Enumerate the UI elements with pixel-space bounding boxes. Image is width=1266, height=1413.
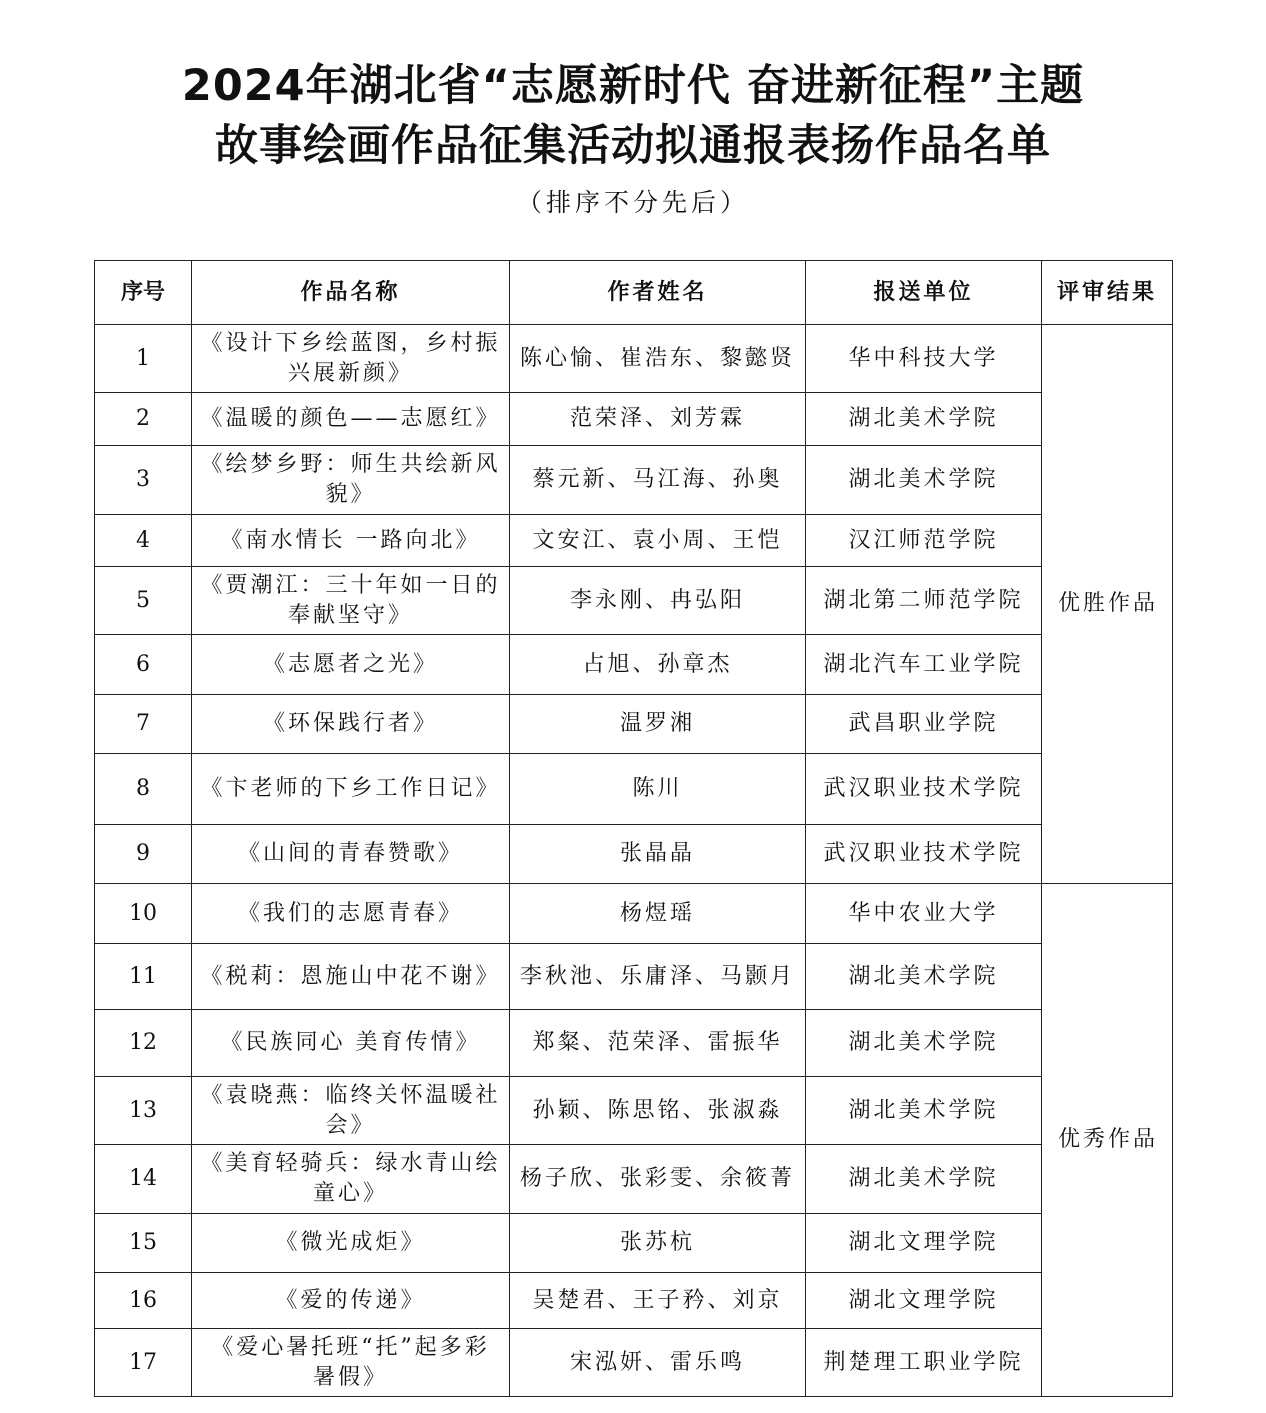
header-result: 评审结果 (1042, 261, 1173, 325)
cell-title: 《我们的志愿青春》 (192, 884, 510, 944)
document-title-line1: 2024年湖北省“志愿新时代 奋进新征程”主题 (181, 61, 1085, 111)
cell-title: 《微光成炬》 (192, 1214, 510, 1273)
cell-unit: 荆楚理工职业学院 (806, 1329, 1042, 1397)
cell-no: 11 (95, 944, 192, 1010)
cell-no: 5 (95, 567, 192, 635)
cell-authors: 陈心愉、崔浩东、黎懿贤 (510, 325, 806, 393)
cell-authors: 孙颖、陈思铭、张淑淼 (510, 1077, 806, 1145)
cell-authors: 杨子欣、张彩雯、余筱菁 (510, 1145, 806, 1214)
cell-no: 13 (95, 1077, 192, 1145)
cell-title: 《卞老师的下乡工作日记》 (192, 754, 510, 825)
cell-authors: 张晶晶 (510, 825, 806, 884)
cell-no: 15 (95, 1214, 192, 1273)
cell-no: 7 (95, 695, 192, 754)
cell-title: 《南水情长 一路向北》 (192, 515, 510, 567)
cell-authors: 占旭、孙章杰 (510, 635, 806, 695)
cell-authors: 郑粲、范荣泽、雷振华 (510, 1010, 806, 1077)
cell-unit: 武昌职业学院 (806, 695, 1042, 754)
table-row (95, 1145, 1173, 1214)
cell-no: 1 (95, 325, 192, 393)
cell-title: 《贾潮江：三十年如一日的奉献坚守》 (192, 567, 510, 635)
cell-unit: 湖北第二师范学院 (806, 567, 1042, 635)
cell-authors: 文安江、袁小周、王恺 (510, 515, 806, 567)
cell-no: 17 (95, 1329, 192, 1397)
cell-authors: 杨煜瑶 (510, 884, 806, 944)
cell-unit: 武汉职业技术学院 (806, 754, 1042, 825)
cell-authors: 张苏杭 (510, 1214, 806, 1273)
table-row (95, 754, 1173, 825)
cell-title: 《环保践行者》 (192, 695, 510, 754)
cell-no: 14 (95, 1145, 192, 1214)
cell-title: 《美育轻骑兵：绿水青山绘童心》 (192, 1145, 510, 1214)
cell-title: 《绘梦乡野：师生共绘新风貌》 (192, 446, 510, 515)
document-subtitle: （排序不分先后） (516, 188, 749, 217)
cell-unit: 湖北美术学院 (806, 944, 1042, 1010)
table-row (95, 695, 1173, 754)
cell-unit: 华中科技大学 (806, 325, 1042, 393)
header-unit: 报送单位 (806, 261, 1042, 325)
header-no: 序号 (95, 261, 192, 325)
cell-no: 9 (95, 825, 192, 884)
cell-unit: 湖北文理学院 (806, 1214, 1042, 1273)
header-title: 作品名称 (192, 261, 510, 325)
cell-authors: 李永刚、冉弘阳 (510, 567, 806, 635)
table-row (95, 1077, 1173, 1145)
cell-no: 4 (95, 515, 192, 567)
cell-title: 《袁晓燕：临终关怀温暖社会》 (192, 1077, 510, 1145)
cell-unit: 湖北汽车工业学院 (806, 635, 1042, 695)
cell-no: 8 (95, 754, 192, 825)
table-row (95, 567, 1173, 635)
cell-authors: 陈川 (510, 754, 806, 825)
cell-unit: 湖北美术学院 (806, 1077, 1042, 1145)
table-row (95, 446, 1173, 515)
cell-unit: 湖北文理学院 (806, 1273, 1042, 1329)
cell-authors: 范荣泽、刘芳霖 (510, 393, 806, 446)
table-row (95, 325, 1173, 393)
cell-title: 《志愿者之光》 (192, 635, 510, 695)
cell-no: 16 (95, 1273, 192, 1329)
cell-no: 10 (95, 884, 192, 944)
cell-authors: 宋泓妍、雷乐鸣 (510, 1329, 806, 1397)
table-row (95, 884, 1173, 944)
cell-title: 《爱心暑托班“托”起多彩暑假》 (192, 1329, 510, 1397)
table-row (95, 1010, 1173, 1077)
cell-title: 《温暖的颜色——志愿红》 (192, 393, 510, 446)
table-row (95, 1273, 1173, 1329)
table-row (95, 635, 1173, 695)
cell-no: 6 (95, 635, 192, 695)
cell-authors: 温罗湘 (510, 695, 806, 754)
cell-title: 《设计下乡绘蓝图，乡村振兴展新颜》 (192, 325, 510, 393)
table-row (95, 1329, 1173, 1397)
cell-unit: 湖北美术学院 (806, 1145, 1042, 1214)
award-list-table (94, 260, 1173, 1397)
cell-unit: 湖北美术学院 (806, 393, 1042, 446)
document-title-line2: 故事绘画作品征集活动拟通报表扬作品名单 (215, 121, 1051, 171)
table-row (95, 825, 1173, 884)
table-row (95, 1214, 1173, 1273)
cell-unit: 湖北美术学院 (806, 446, 1042, 515)
header-authors: 作者姓名 (510, 261, 806, 325)
cell-no: 2 (95, 393, 192, 446)
table-header-row (95, 261, 1173, 325)
cell-unit: 华中农业大学 (806, 884, 1042, 944)
table-row (95, 393, 1173, 446)
cell-title: 《税莉：恩施山中花不谢》 (192, 944, 510, 1010)
cell-unit: 汉江师范学院 (806, 515, 1042, 567)
cell-authors: 李秋池、乐庸泽、马颢月 (510, 944, 806, 1010)
cell-authors: 蔡元新、马江海、孙奥 (510, 446, 806, 515)
cell-title: 《山间的青春赞歌》 (192, 825, 510, 884)
table-row (95, 515, 1173, 567)
result-group-1: 优胜作品 (1042, 325, 1173, 884)
cell-title: 《爱的传递》 (192, 1273, 510, 1329)
cell-no: 12 (95, 1010, 192, 1077)
result-group-2: 优秀作品 (1042, 884, 1173, 1397)
cell-unit: 武汉职业技术学院 (806, 825, 1042, 884)
cell-authors: 吴楚君、王子矜、刘京 (510, 1273, 806, 1329)
cell-no: 3 (95, 446, 192, 515)
cell-title: 《民族同心 美育传情》 (192, 1010, 510, 1077)
table-row (95, 944, 1173, 1010)
cell-unit: 湖北美术学院 (806, 1010, 1042, 1077)
